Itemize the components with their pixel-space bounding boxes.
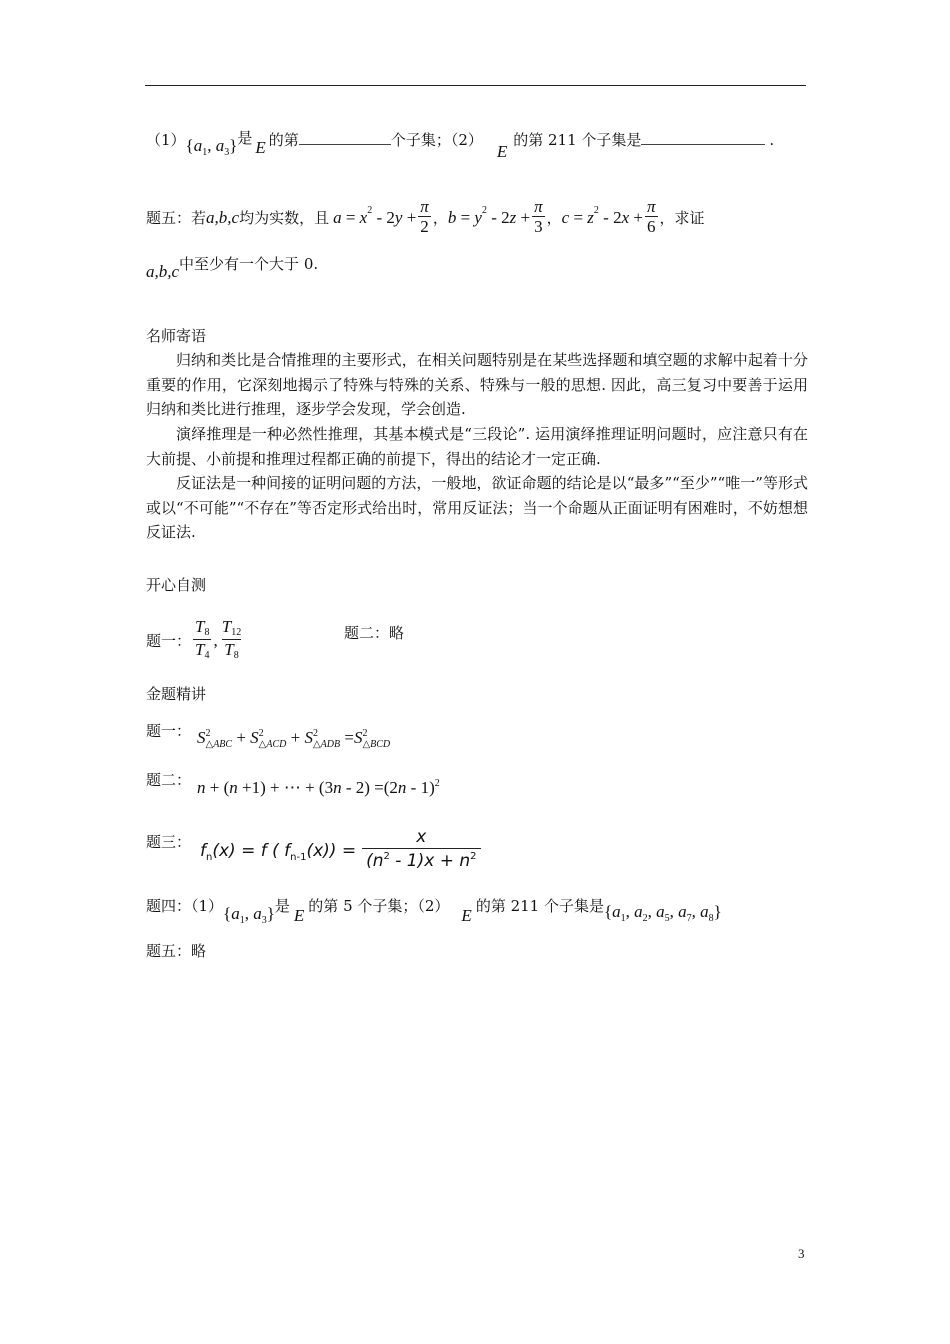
problem5-line2-text: 中至少有一个大于 0. — [179, 255, 319, 273]
end-dot: . — [769, 131, 775, 149]
lecture-q3-answer: $f_n(x) = f$ ( $f_{n-1}(x)$) = $\frac{x}{(n^2 - 1)x + n^2}$ — [200, 826, 483, 876]
lecture-q4-text2: 的第 5 个子集；（2） — [308, 897, 450, 915]
teacher-words-p2: 演绎推理是一种必然性推理，其基本模式是“三段论”. 运用演绎推理证明问题时，应注意只有在大前提、小前提和推理过程都正确的前提下，得出的结论才一定正确. — [146, 425, 808, 468]
lecture-q3-label: 题三： — [146, 833, 192, 851]
lecture-q5: 题五：略 — [146, 942, 207, 960]
problem4-line — [146, 129, 775, 161]
lecture-q4-E1: E — [293, 906, 305, 925]
lecture-q2-answer: n + (n +1) + ⋯ + (3n - 2) =(2n - 1)$^2$ — [197, 778, 440, 797]
lecture-q4-set2: {$a_1$, $a_2$, $a_5$, $a_7$, $a_8$} — [603, 902, 722, 924]
lecture-q4 — [146, 896, 722, 926]
problem5-line2 — [146, 254, 319, 281]
problem5-label: 题五：若 — [146, 208, 207, 227]
self-test-q1-label: 题一： — [146, 631, 192, 650]
set-E-2: E — [496, 142, 508, 161]
teacher-words-p3: 反证法是一种间接的证明问题的方法，一般地，欲证命题的结论是以“最多”“至少”“唯一”等形式或以“不可能”“不存在”等否定形式给出时，常用反证法；当一个命题从正面证明有困难时，不妨想想反证法. — [146, 474, 808, 541]
equation-a: a = x 2 - 2 y + $\frac{\pi}{2}$ — [333, 197, 429, 236]
vars-abc: a,b,c — [206, 207, 240, 227]
page-number: 3 — [798, 1246, 805, 1261]
lecture-q4-E2: E — [461, 906, 472, 925]
problem5-line1 — [146, 198, 705, 237]
answer-blank-1[interactable] — [299, 130, 391, 145]
vars-abc-2: a,b,c — [146, 262, 180, 281]
lecture-heading: 金题精讲 — [146, 685, 207, 703]
text-zijiji: 个子集；（2） — [390, 131, 483, 149]
text-211: 的第 211 个子集是 — [513, 131, 642, 149]
text-di: 的第 — [268, 131, 299, 149]
lecture-q1-answer: S 2 △ABC + S 2 △ACD + S 2 △ADB =S 2 △BCD — [197, 728, 391, 751]
lecture-q1-label: 题一： — [146, 722, 192, 740]
equation-c: c = z 2 - 2 x + $\frac{\pi}{6}$ — [561, 197, 656, 236]
set-E: E — [255, 138, 266, 157]
comma-2: ， — [546, 208, 562, 227]
lecture-q4-label: 题四：（1） — [146, 897, 224, 915]
answer-blank-2[interactable] — [641, 130, 765, 145]
part1-label: （1） — [146, 131, 186, 149]
teacher-words-p1: 归纳和类比是合情推理的主要形式，在相关问题特别是在某些选择题和填空题的求解中起着十分重要的作用，它深刻地揭示了特殊与特殊的关系、特殊与一般的思想. 因此，高三复习中要善于运用归纳和类比进行推理，逐步学会发现，学会创造. — [146, 351, 808, 418]
self-test-q1 — [146, 618, 245, 663]
set-a1-a3: {$a_1$, $a_3$} — [185, 136, 238, 158]
problem5-text1: 均为实数，且 — [239, 208, 330, 227]
self-test-q1-answer: $\frac{T8}{T4}$ , $\frac{T12}{T8}$ — [195, 617, 242, 661]
lecture-q4-set1: {$a_1$, $a_3$} — [223, 904, 275, 926]
equation-b: b = y 2 - 2 z + $\frac{\pi}{3}$ — [447, 197, 543, 236]
lecture-q4-text3: 的第 211 个子集是 — [475, 897, 604, 915]
header-rule — [145, 85, 806, 86]
problem5-text2: ，求证 — [659, 208, 705, 227]
text-shi: 是 — [237, 129, 253, 147]
comma-1: ， — [432, 208, 448, 227]
self-test-q2: 题二：略 — [344, 624, 405, 642]
lecture-q2-label: 题二： — [146, 771, 192, 789]
teacher-words-heading: 名师寄语 — [146, 327, 207, 345]
self-test-heading: 开心自测 — [146, 576, 207, 594]
lecture-q4-text1: 是 — [274, 897, 290, 915]
